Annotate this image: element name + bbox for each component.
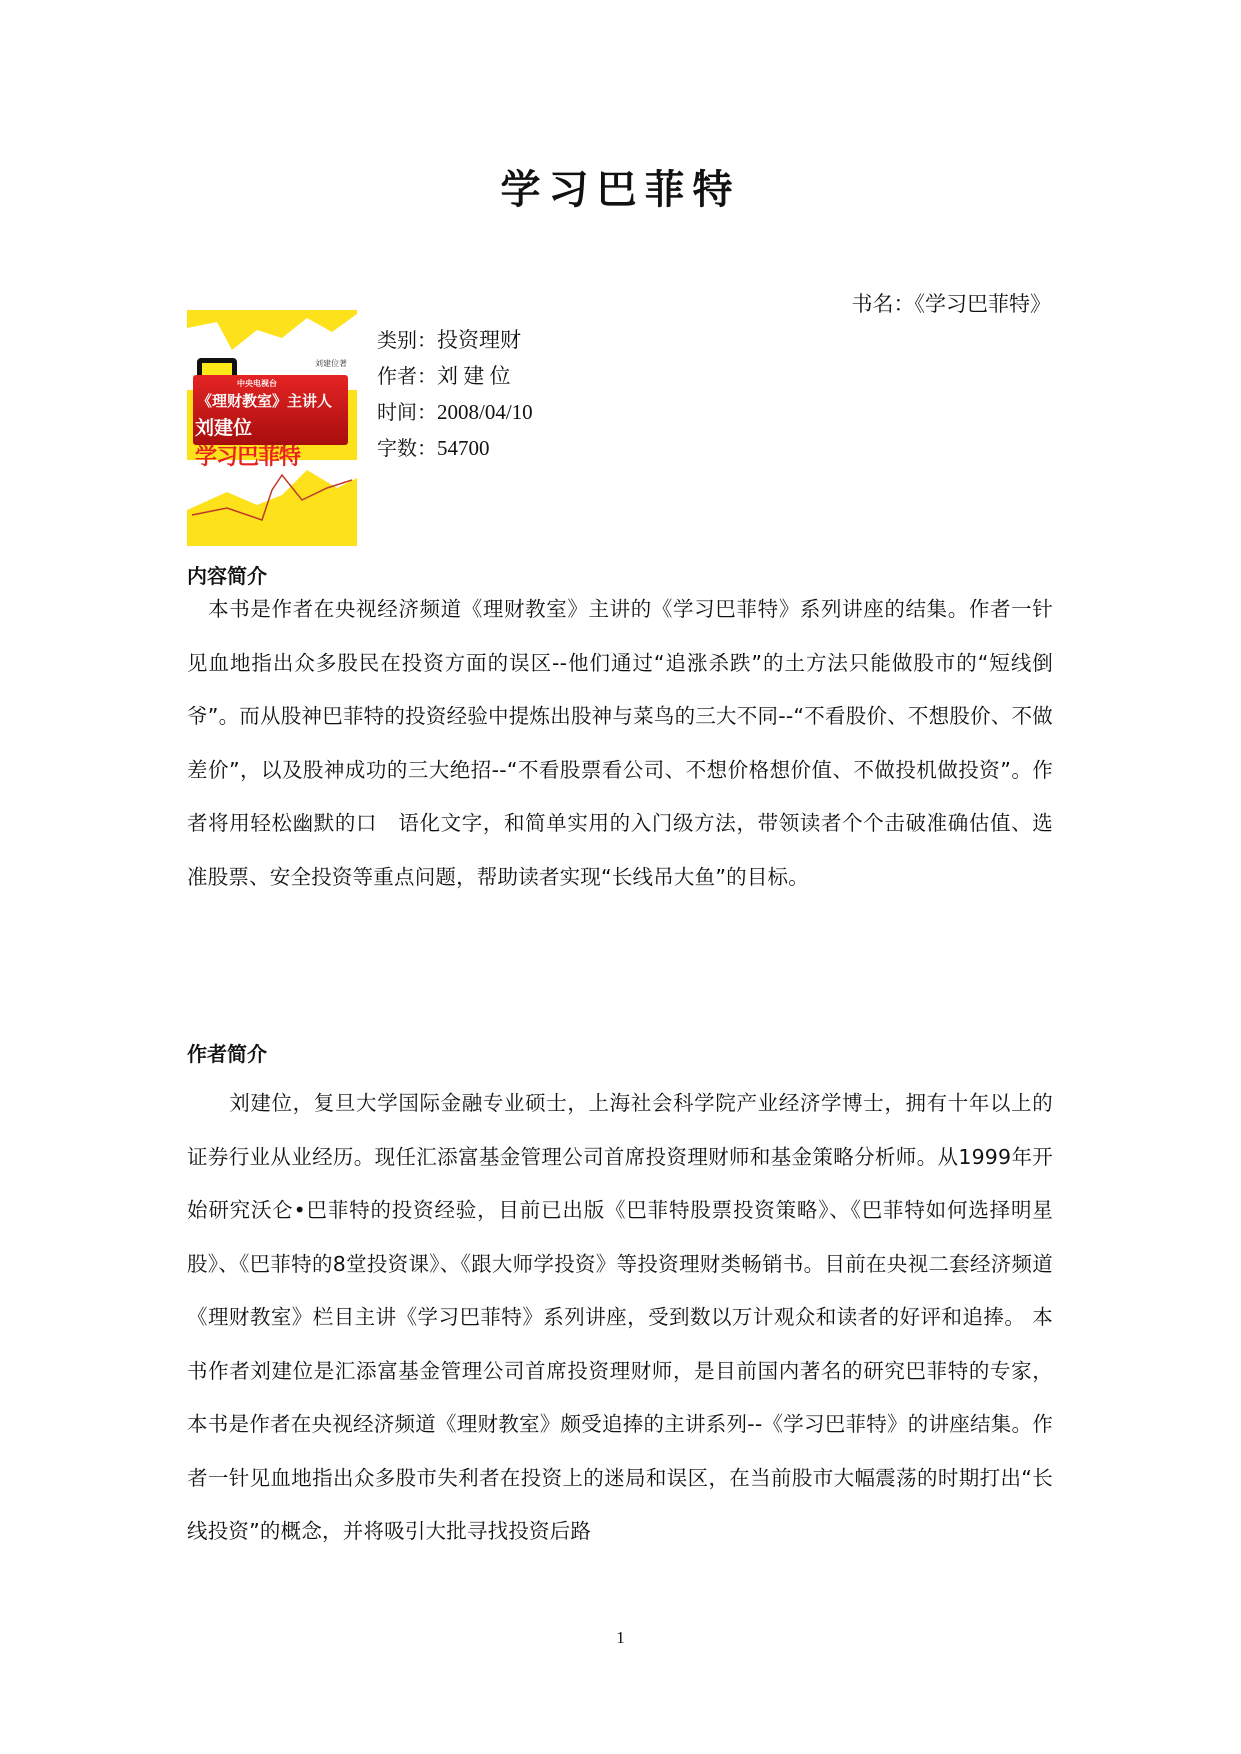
- cover-band-line3: 刘建位: [195, 417, 253, 439]
- meta-word-count: [377, 430, 533, 466]
- section-body-author: 刘建位，复旦大学国际金融专业硕士，上海社会科学院产业经济学博士，拥有十年以上的证券行业从业经历。现任汇添富基金管理公司首席投资理财师和基金策略分析师。从1999年开始研究沃仑•巴菲特的投资经验，目前已出版《巴菲特股票投资策略》、《巴菲特如何选择明星股》、《巴菲特的8堂投资课》、《跟大师学投资》等投资理财类畅销书。目前在央视二套经济频道《理财教室》栏目主讲《学习巴菲特》系列讲座，受到数以万计观众和读者的好评和追捧。 本书作者刘建位是汇添富基金管理公司首席投资理财师，是目前国内著名的研究巴菲特的专家，本书是作者在央视经济频道《理财教室》颇受追捧的主讲系列--《学习巴菲特》的讲座结集。作者一针见血地指出众多股市失利者在投资上的迷局和误区，在当前股市大幅震荡的时期打出“长线投资”的概念，并将吸引大批寻找投资后路: [187, 1091, 1053, 1543]
- meta-label: 作者：: [377, 364, 437, 388]
- book-cover-image: [187, 310, 357, 546]
- meta-label: 类别：: [377, 328, 437, 352]
- meta-value: 投资理财: [437, 328, 521, 352]
- cover-band-line2: 《理财教室》主讲人: [197, 394, 333, 410]
- document-title: 学习巴菲特: [500, 167, 741, 213]
- meta-value: 2008/04/10: [437, 400, 533, 424]
- meta-value: 54700: [437, 436, 490, 460]
- section-heading-summary: 内容简介: [187, 564, 267, 588]
- section-heading-author: 作者简介: [187, 1042, 267, 1066]
- meta-category: [377, 322, 533, 358]
- meta-value: 刘 建 位: [437, 364, 511, 388]
- cover-band-line1: 中央电视台: [237, 379, 277, 388]
- book-metadata: [377, 322, 533, 466]
- cover-author: 刘建位著: [315, 359, 347, 368]
- book-name-line: 书名：《学习巴菲特》: [851, 292, 1051, 316]
- meta-label: 时间：: [377, 400, 437, 424]
- page-number: 1: [616, 1628, 625, 1647]
- cover-big-title: 学习巴菲特: [195, 445, 301, 470]
- meta-label: 字数：: [377, 436, 437, 460]
- meta-date: [377, 394, 533, 430]
- section-body-summary: 本书是作者在央视经济频道《理财教室》主讲的《学习巴菲特》系列讲座的结集。作者一针见血地指出众多股民在投资方面的误区--他们通过“追涨杀跌”的土方法只能做股市的“短线倒爷”。而从股神巴菲特的投资经验中提炼出股神与菜鸟的三大不同--“不看股价、不想股价、不做差价”，以及股神成功的三大绝招--“不看股票看公司、不想价格想价值、不做投机做投资”。作者将用轻松幽默的口 语化文字，和简单实用的入门级方法，带领读者个个击破准确估值、选准股票、安全投资等重点问题，帮助读者实现“长线吊大鱼”的目标。: [187, 597, 1053, 889]
- meta-author: [377, 358, 533, 394]
